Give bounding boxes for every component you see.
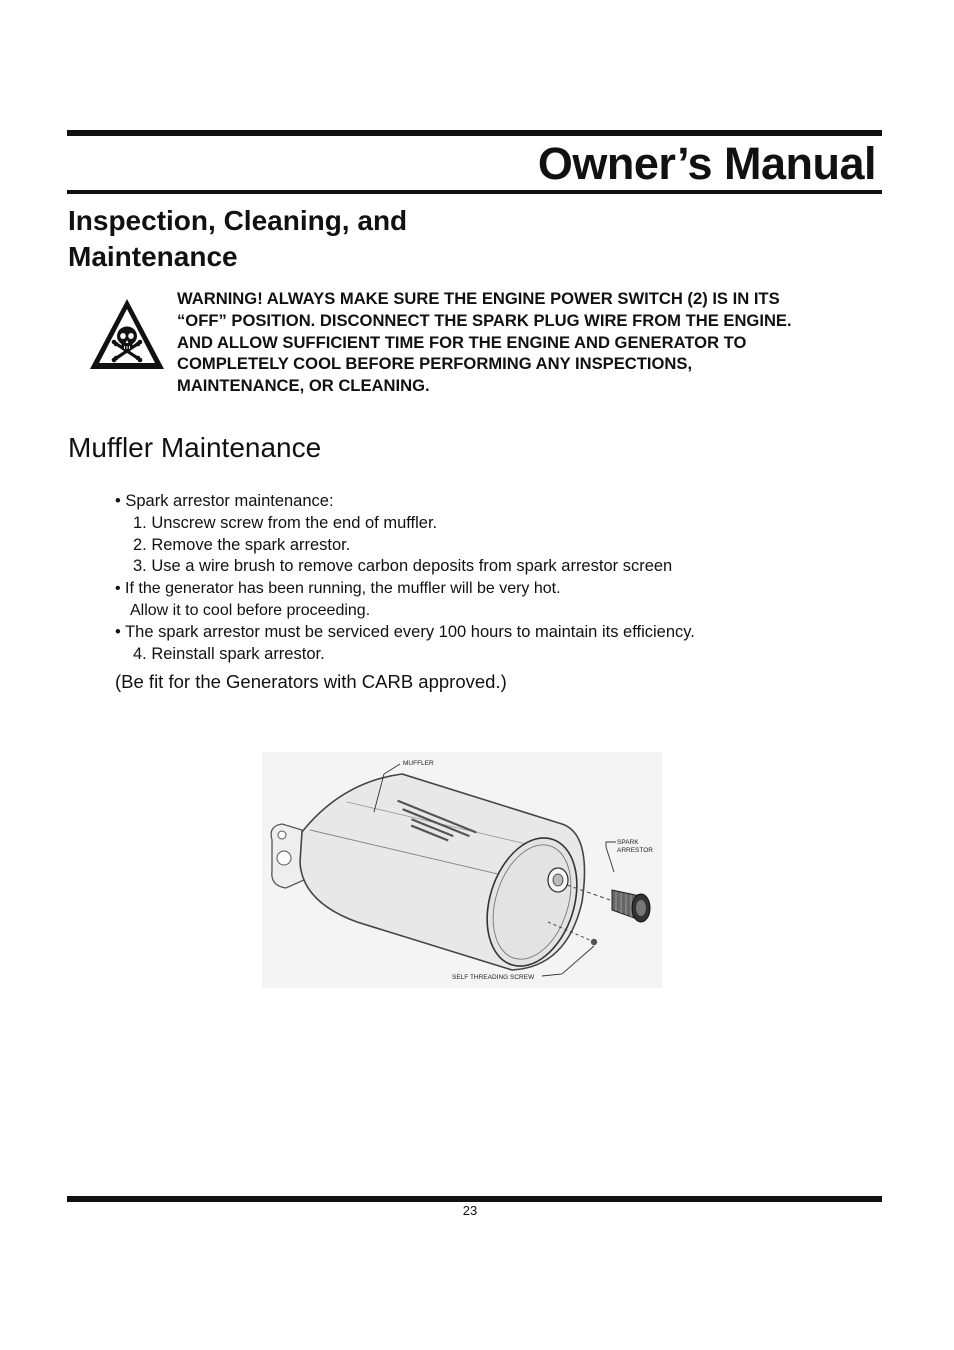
skull-crossbones-warning-icon	[88, 296, 166, 372]
bullet-spark-arrestor: • Spark arrestor maintenance:	[115, 492, 334, 510]
bullet-hot-muffler: • If the generator has been running, the muffler will be very hot.	[115, 580, 561, 598]
muffler-maintenance-title: Muffler Maintenance	[68, 432, 322, 463]
section-title: Inspection, Cleaning, and Maintenance	[68, 205, 408, 272]
manual-title: Owner’s Manual	[537, 138, 876, 189]
warning-line: AND ALLOW SUFFICIENT TIME FOR THE ENGINE AND GENERATOR TO	[177, 332, 747, 352]
bullet-hot-muffler-continued: Allow it to cool before proceeding.	[130, 601, 371, 619]
muffler-instructions	[115, 491, 875, 665]
warning-text	[177, 288, 877, 397]
label-muffler: MUFFLER	[403, 760, 434, 767]
carb-note: (Be fit for the Generators with CARB approved.)	[115, 671, 507, 692]
bullet-service-interval: • The spark arrestor must be serviced every 100 hours to maintain its efficiency.	[115, 622, 695, 641]
footer-rule	[67, 1196, 882, 1202]
label-spark: SPARK	[617, 839, 639, 846]
step-2: 2. Remove the spark arrestor.	[133, 535, 351, 554]
warning-line: COMPLETELY COOL BEFORE PERFORMING ANY INSPECTIONS,	[177, 354, 693, 374]
label-arrestor: ARRESTOR	[617, 847, 653, 854]
header-bottom-rule	[67, 190, 882, 194]
label-self-threading-screw: SELF THREADING SCREW	[452, 974, 535, 981]
page-number: 23	[462, 1203, 478, 1218]
step-4: 4. Reinstall spark arrestor.	[133, 644, 325, 663]
step-1: 1. Unscrew screw from the end of muffler.	[133, 513, 438, 532]
warning-line: MAINTENANCE, OR CLEANING.	[177, 376, 430, 396]
header-top-rule	[67, 130, 882, 136]
muffler-diagram	[262, 752, 662, 988]
warning-line: WARNING! ALWAYS MAKE SURE THE ENGINE POWER SWITCH (2) IS IN ITS	[177, 289, 780, 308]
step-3: 3. Use a wire brush to remove carbon deposits from spark arrestor screen	[133, 557, 673, 576]
warning-line: “OFF” POSITION. DISCONNECT THE SPARK PLUG WIRE FROM THE ENGINE.	[177, 310, 792, 330]
